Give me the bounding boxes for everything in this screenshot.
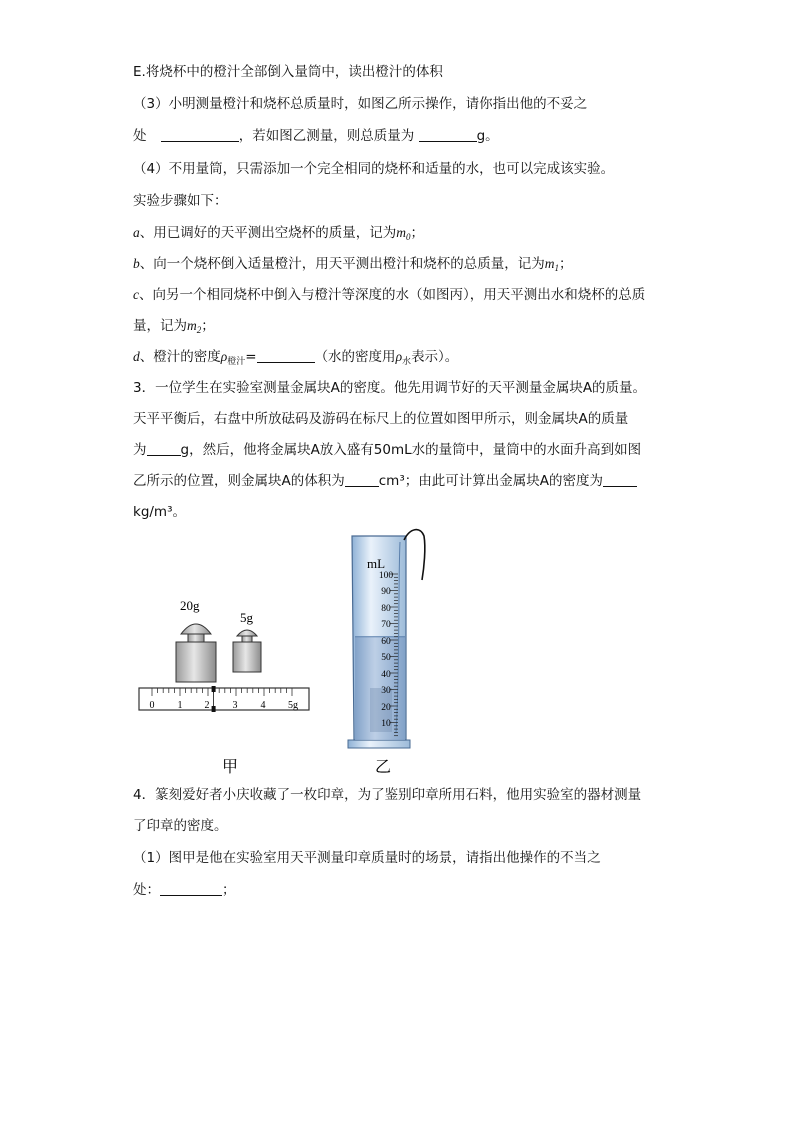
- weight-20g-label: 20g: [180, 598, 200, 613]
- text-fragment: 处: [133, 128, 147, 144]
- text-fragment: 橙汁: [227, 357, 246, 367]
- text-fragment: ；: [410, 225, 424, 241]
- text-fragment: =: [245, 349, 257, 365]
- text-fragment: ；: [559, 256, 573, 272]
- tick-label-80: 80: [381, 604, 391, 614]
- text-fragment: ，若如图乙测量，则总质量为: [238, 128, 415, 144]
- text-fragment: m: [544, 256, 555, 271]
- answer-blank: [603, 472, 637, 487]
- answer-blank: [147, 441, 181, 456]
- text-fragment: a: [133, 225, 140, 240]
- text-line: [133, 126, 499, 146]
- answer-blank: [419, 127, 477, 142]
- text-line: （1）图甲是他在实验室用天平测量印章质量时的场景，请指出他操作的不当之: [133, 850, 601, 866]
- text-fragment: d: [133, 349, 140, 364]
- text-fragment: ；: [201, 318, 215, 334]
- text-line: kg/m³。: [133, 504, 186, 520]
- text-line: 4．篆刻爱好者小庆收藏了一枚印章，为了鉴别印章所用石料，他用实验室的器材测量: [133, 787, 642, 803]
- text-fragment: 、橙汁的密度: [139, 349, 221, 365]
- scale-label-2: 2: [204, 700, 210, 711]
- answer-blank: [161, 127, 239, 142]
- tick-label-100: 100: [378, 571, 394, 581]
- text-fragment: 处：: [133, 882, 160, 898]
- text-line: 了印章的密度。: [133, 818, 228, 834]
- text-fragment: 2: [196, 325, 202, 335]
- text-line: [133, 471, 637, 491]
- text-fragment: ρ: [220, 349, 228, 364]
- text-line: [133, 223, 424, 247]
- text-fragment: 、用已调好的天平测出空烧杯的质量，记为: [139, 225, 397, 241]
- text-line: [133, 254, 573, 278]
- tick-label-70: 70: [381, 620, 391, 630]
- text-fragment: g。: [476, 128, 499, 144]
- text-line: （3）小明测量橙汁和烧杯总质量时，如图乙所示操作，请你指出他的不妥之: [133, 96, 588, 112]
- weight-5g-label: 5g: [240, 610, 253, 625]
- text-line: [133, 285, 645, 305]
- tick-label-10: 10: [381, 719, 391, 729]
- rider-scale: [139, 688, 309, 710]
- scale-label-5g: 5g: [288, 700, 298, 711]
- tick-label-50: 50: [381, 653, 391, 663]
- text-line: [133, 347, 458, 372]
- text-fragment: 、向一个烧杯倒入适量橙汁，用天平测出橙汁和烧杯的总质量，记为: [139, 256, 545, 272]
- text-fragment: 表示）。: [411, 349, 459, 365]
- text-line: [133, 440, 641, 460]
- weight-20g: [176, 624, 216, 682]
- text-fragment: 1: [554, 263, 559, 273]
- text-fragment: cm³；由此可计算出金属块A的密度为: [378, 473, 603, 489]
- cylinder-base: [348, 740, 410, 748]
- tick-label-40: 40: [381, 670, 391, 680]
- text-fragment: （水的密度用: [314, 349, 396, 365]
- text-fragment: 水: [402, 357, 412, 367]
- text-fragment: 为: [133, 442, 147, 458]
- tick-label-90: 90: [381, 587, 391, 597]
- scale-label-3: 3: [232, 700, 238, 711]
- text-line: 3．一位学生在实验室测量金属块A的密度。他先用调节好的天平测量金属块A的质量。: [133, 380, 647, 396]
- balance-weights-figure: [130, 592, 320, 777]
- suspension-thread: [404, 530, 425, 580]
- scale-label-0: 0: [149, 700, 155, 711]
- tick-label-60: 60: [381, 637, 391, 647]
- figure-caption-jia: 甲: [221, 757, 239, 776]
- text-fragment: b: [133, 256, 140, 271]
- text-fragment: g，然后，他将金属块A放入盛有50mL水的量筒中，量筒中的水面升高到如图: [180, 442, 642, 458]
- text-fragment: 、向另一个相同烧杯中倒入与橙汁等深度的水（如图丙），用天平测出水和烧杯的总质: [139, 287, 646, 303]
- tick-label-20: 20: [381, 703, 391, 713]
- scale-label-1: 1: [177, 700, 183, 711]
- text-fragment: m: [187, 318, 197, 333]
- scale-label-4: 4: [260, 700, 266, 711]
- figure-caption-yi: 乙: [374, 757, 392, 775]
- text-fragment: 0: [406, 232, 411, 242]
- text-line: 实验步骤如下：: [133, 193, 228, 209]
- text-fragment: c: [133, 287, 139, 302]
- tick-label-30: 30: [381, 686, 391, 696]
- text-fragment: ρ: [395, 349, 403, 364]
- text-line: E.将烧杯中的橙汁全部倒入量筒中，读出橙汁的体积: [133, 64, 443, 80]
- answer-blank: [345, 472, 379, 487]
- text-fragment: 量，记为: [133, 318, 187, 334]
- text-fragment: m: [396, 225, 406, 240]
- text-line: [133, 316, 215, 340]
- graduated-cylinder-figure: [340, 528, 440, 775]
- unit-label: mL: [366, 556, 386, 571]
- text-line: [133, 880, 236, 900]
- text-line: （4）不用量筒，只需添加一个完全相同的烧杯和适量的水，也可以完成该实验。: [133, 161, 615, 177]
- text-line: 天平平衡后，右盘中所放砝码及游码在标尺上的位置如图甲所示，则金属块A的质量: [133, 411, 629, 427]
- answer-blank: [257, 348, 315, 363]
- answer-blank: [160, 881, 222, 896]
- weight-5g: [233, 630, 261, 672]
- text-fragment: ；: [222, 882, 236, 898]
- text-fragment: 乙所示的位置，则金属块A的体积为: [133, 473, 345, 489]
